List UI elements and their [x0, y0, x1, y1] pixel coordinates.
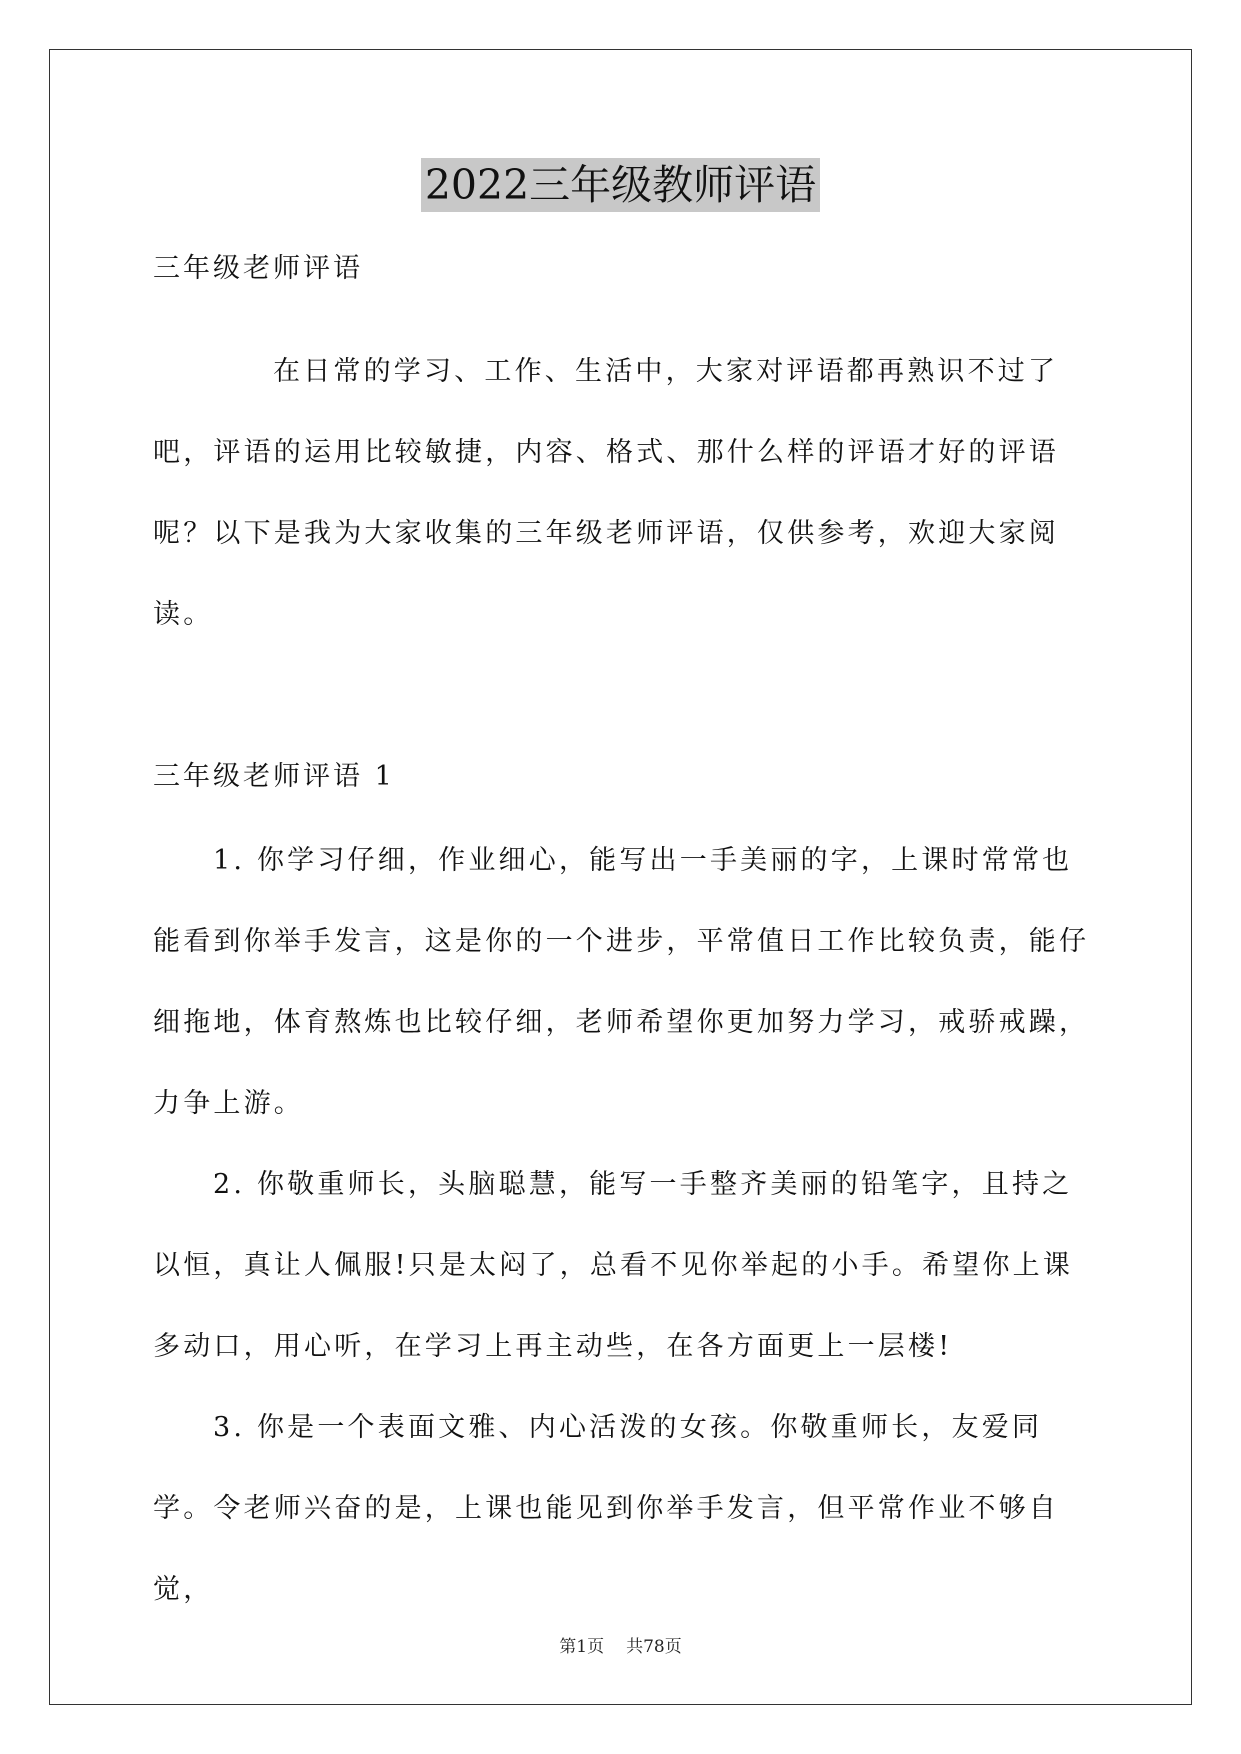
- page-footer: [0, 1632, 1241, 1657]
- document-subtitle: 三年级老师评语: [153, 253, 363, 284]
- comment-item-1: 1. 你学习仔细，作业细心，能写出一手美丽的字，上课时常常也能看到你举手发言，这是你的一个进步，平常值日工作比较负责，能仔细拖地，体育熬炼也比较仔细，老师希望你更加努力学习，戒骄戒躁，力争上游。: [153, 845, 1090, 1119]
- comment-item-3: 3. 你是一个表面文雅、内心活泼的女孩。你敬重师长，友爱同学。令老师兴奋的是，上课也能见到你举手发言，但平常作业不够自觉，: [153, 1412, 1059, 1605]
- section-heading: 三年级老师评语 1: [153, 761, 395, 792]
- intro-section: [153, 331, 1091, 655]
- page-total: 共78页: [626, 1637, 682, 1657]
- document-title: 2022三年级教师评语: [421, 158, 820, 212]
- comment-list: [153, 820, 1091, 1630]
- comment-item-2: 2. 你敬重师长，头脑聪慧，能写一手整齐美丽的铅笔字，且持之以恒，真让人佩服!只是太闷了，总看不见你举起的小手。希望你上课多动口，用心听，在学习上再主动些，在各方面更上一层楼!: [153, 1169, 1074, 1362]
- page-number: 第1页: [559, 1637, 605, 1657]
- title-container: [0, 158, 1241, 212]
- intro-paragraph: 在日常的学习、工作、生活中，大家对评语都再熟识不过了吧，评语的运用比较敏捷，内容、格式、那什么样的评语才好的评语呢？以下是我为大家收集的三年级老师评语，仅供参考，欢迎大家阅读。: [153, 356, 1059, 630]
